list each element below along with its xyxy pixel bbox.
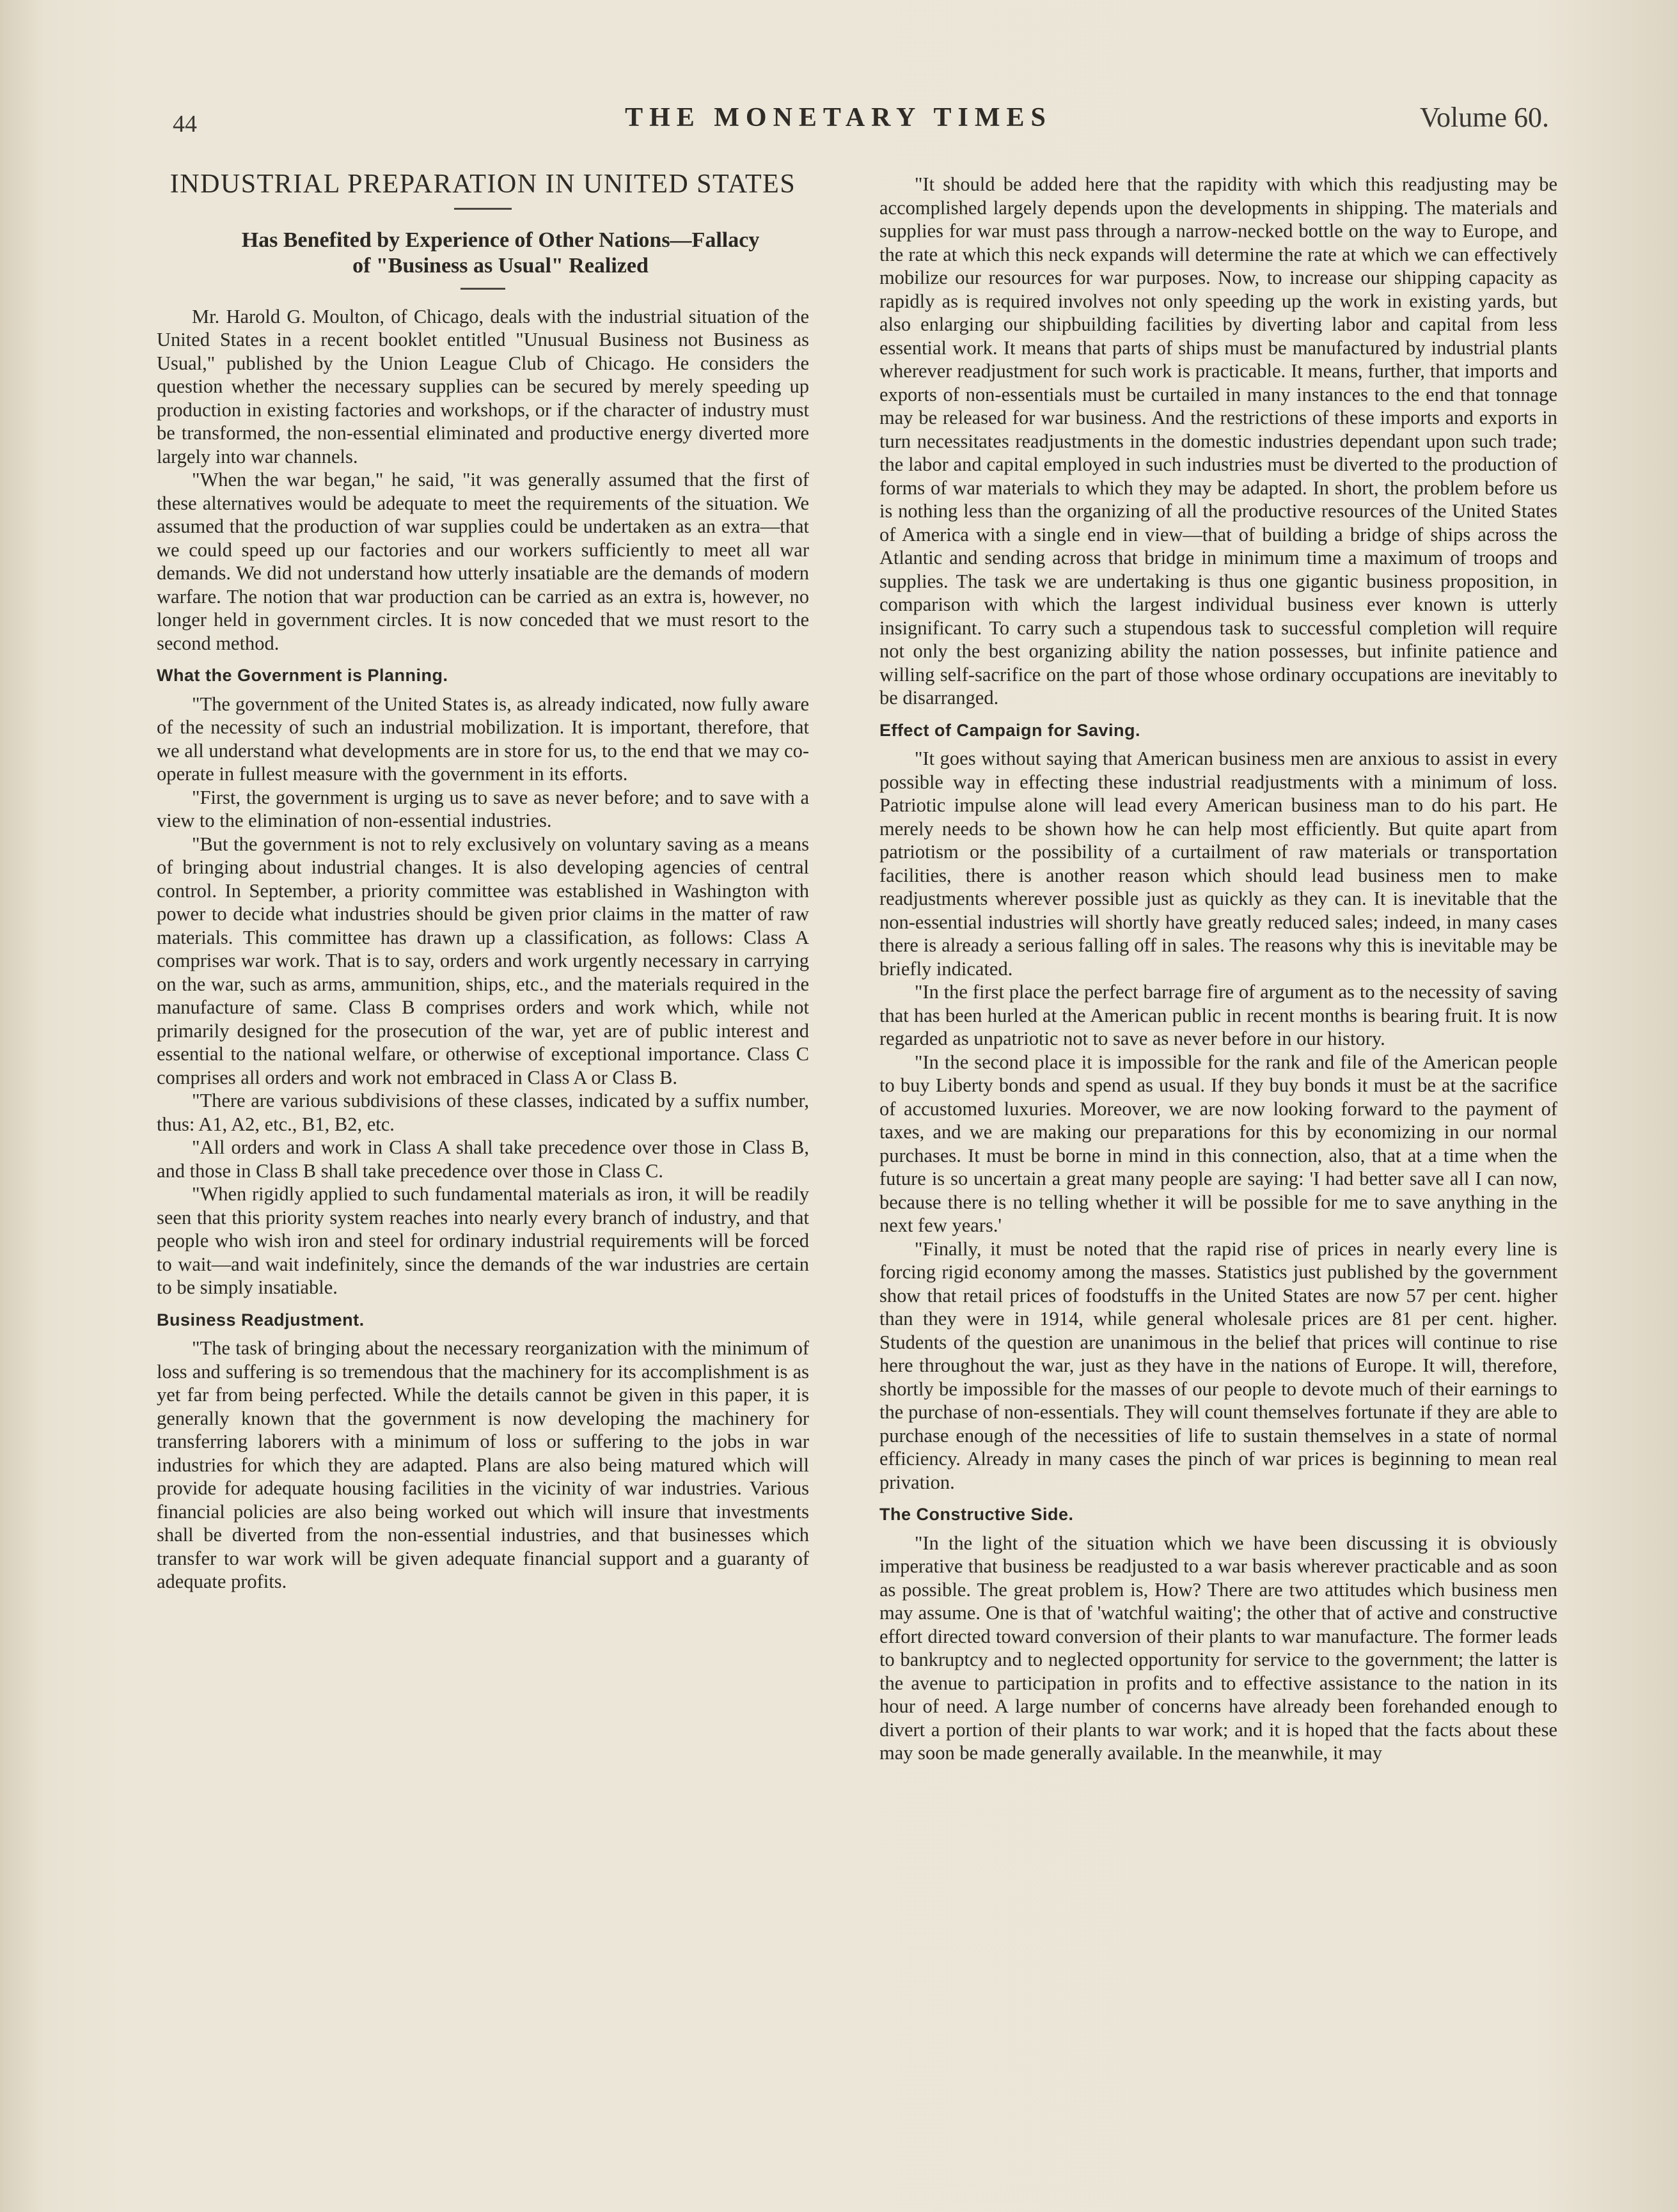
paragraph: "The task of bringing about the necessary reorganization with the minimum of loss and suffering is so tremendous that the machinery for its accomplishment is as yet far from being perfected. While the details cannot be given in this paper, it is generally known that the government is now developing the machinery for transferring laborers with a minimum of loss or suffering to the jobs in war industries for which they are adapted. Plans are also being matured which will provide for adequate housing facilities in the vicinity of war industries. Various financial policies are also being worked out which will insure that investments shall be diverted from the non-essential industries, and that businesses which transfer to war work will be given adequate financial support and a guaranty of adequate profits. (157, 1337, 809, 1592)
paragraph: "It should be added here that the rapidity with which this readjusting may be accomplished largely depends upon the developments in shipping. The materials and supplies for war must pass through a narrow-necked bottle on the way to Europe, and the rate at which this neck expands will determine the rate at which we can effectively mobilize our resources for war purposes. Now, to increase our shipping capacity as rapidly as is required involves not only speeding up the work in existing yards, but also enlarging our shipbuilding facilities by diverting labor and capital from less essential work. It means that parts of ships must be manufactured by industrial plants wherever readjustment for such work is practicable. It means, further, that imports and exports of non-essentials must be curtailed in many instances to the end that tonnage may be released for war business. And the restrictions of these imports and exports in turn necessitates readjustments in the domestic industries dependant upon such trade; the labor and capital employed in such industries must be diverted to the production of forms of war materials to which they may be adapted. In short, the problem before us is nothing less than the organizing of all the productive resources of the United States of America with a single end in view—that of building a bridge of ships across the Atlantic and sending across that bridge in minimum time a maximum of troops and supplies. The task we are undertaking is thus one gigantic business proposition, in comparison with which the largest individual business ever known is utterly insignificant. To carry such a stupendous task to successful completion will require not only the best organizing ability the nation possesses, but infinite patience and willing self-sacrifice on the part of those whose ordinary occupations are inevitably to be disarranged. (879, 173, 1557, 709)
article-title: INDUSTRIAL PREPARATION IN UNITED STATES (169, 169, 796, 199)
paragraph: Mr. Harold G. Moulton, of Chicago, deals with the industrial situation of the United States in a recent booklet entitled "Unusual Business not Business as Usual," published by the Union League Club of Chicago. He considers the question whether the necessary supplies can be secured by merely speeding up production in existing factories and workshops, or if the character of industry must be transformed, the non-essential eliminated and productive energy diverted more largely into war channels. (157, 305, 809, 467)
paragraph: "The government of the United States is, as already indicated, now fully aware of the necessity of such an industrial mobilization. It is important, therefore, that we all understand what developments are in store for us, to the end that we may co-operate in fullest measure with the government in its efforts. (157, 693, 809, 785)
paragraph: "In the light of the situation which we have been discussing it is obviously imperative that business be readjusted to a war basis wherever practicable and as soon as possible. The great problem is, How? There are two attitudes which business men may assume. One is that of 'watchful waiting'; the other that of active and constructive effort directed toward conversion of their plants to war manufacture. The former leads to bankruptcy and to neglected opportunity for service to the government; the latter is the avenue to participation in profits and to effective assistance to the nation in its hour of need. A large number of concerns have already been forehanded enough to divert a portion of their plants to war work; and it is hoped that the facts about these may soon be made generally available. In the meanwhile, it may (879, 1532, 1557, 1764)
paragraph: "But the government is not to rely exclusively on voluntary saving as a means of bringing about industrial changes. It is also developing agencies of central control. In September, a priority committee was established in Washington with power to decide what industries should be given prior claims in the matter of raw materials. This committee has drawn up a classification, as follows: Class A comprises war work. That is to say, orders and work urgently necessary in carrying on the war, such as arms, ammunition, ships, etc., and the materials required in the manufacture of same. Class B comprises orders and work which, while not primarily designed for the prosecution of the war, yet are of public interest and essential to the national welfare, or otherwise of exceptional importance. Class C comprises all orders and work not embraced in Class A or Class B. (157, 833, 809, 1088)
article-subtitle-line1: Has Benefited by Experience of Other Nations—Fallacy (241, 228, 760, 252)
page-number: 44 (173, 111, 197, 137)
section-heading: The Constructive Side. (879, 1505, 1074, 1524)
paragraph: "It goes without saying that American business men are anxious to assist in every possible way in effecting these industrial readjustments with a minimum of loss. Patriotic impulse alone will lead every American business man to do his part. He merely needs to be shown how he can help most efficiently. But quite apart from patriotism or the possibility of a curtailment of raw materials or transportation facilities, there is another reason which should lead business men to make readjustments wherever possible just as quickly as they can. It is inevitable that the non-essential industries will shortly have greatly reduced sales; indeed, in many cases there is already a serious falling off in sales. The reasons why this is inevitable may be briefly indicated. (879, 748, 1557, 980)
subtitle-rule (461, 288, 505, 290)
paragraph: "First, the government is urging us to save as never before; and to save with a view to the elimination of non-essential industries. (157, 786, 809, 831)
paragraph: "In the first place the perfect barrage fire of argument as to the necessity of saving that has been hurled at the American public in recent months is bearing fruit. It is now regarded as unpatriotic not to save as never before in our history. (879, 981, 1557, 1049)
paragraph: "When rigidly applied to such fundamental materials as iron, it will be readily seen that this priority system reaches into nearly every branch of industry, and that people who wish iron and steel for ordinary industrial requirements will be forced to wait—and wait indefinitely, since the demands of the war industries are certain to be simply insatiable. (157, 1183, 809, 1298)
section-heading: Business Readjustment. (157, 1310, 365, 1330)
title-rule (454, 208, 512, 210)
page-header (0, 96, 1677, 137)
right-column (879, 173, 1557, 1765)
left-column (157, 169, 809, 1594)
paragraph: "Finally, it must be noted that the rapid rise of prices in nearly every line is forcing rigid economy among the masses. Statistics just published by the government show that retail prices of foodstuffs in the United States are now 57 per cent. higher than they were in 1914, while general wholesale prices are 81 per cent. higher. Students of the question are unanimous in the belief that prices will continue to rise here throughout the war, just as they have in the nations of Europe. It will, therefore, shortly be impossible for the masses of our people to devote much of their earnings to the purchase of non-essentials. They will count themselves fortunate if they are able to purchase enough of the necessities of life to sustain themselves in a state of normal efficiency. Already in many cases the pinch of war prices is beginning to mean real privation. (879, 1237, 1557, 1493)
section-heading: Effect of Campaign for Saving. (879, 720, 1141, 740)
section-heading: What the Government is Planning. (157, 666, 448, 685)
paragraph: "In the second place it is impossible for the rank and file of the American people to buy Liberty bonds and spend as usual. If they buy bonds it must be at the sacrifice of accustomed luxuries. Moreover, we are now looking forward to the payment of taxes, and we are making our preparations for this by economizing in our normal purchases. It must be borne in mind in this connection, also, that at a time when the future is so uncertain a great many people are saying: 'I had better save all I can now, because there is no telling whether it will be possible for me to save anything in the next few years.' (879, 1051, 1557, 1236)
paragraph: "When the war began," he said, "it was generally assumed that the first of these alternatives would be adequate to meet the requirements of the situation. We assumed that the production of war supplies could be undertaken as an extra—that we could speed up our factories and our workers sufficiently to meet all war demands. We did not understand how utterly insatiable are the demands of modern warfare. The notion that war production can be carried as an extra is, however, no longer held in government circles. It is now conceded that we must resort to the second method. (157, 469, 809, 654)
article-subtitle-line2: of "Business as Usual" Realized (352, 253, 649, 278)
journal-title: THE MONETARY TIMES (625, 103, 1052, 132)
volume-label: Volume 60. (1419, 102, 1549, 133)
paragraph: "All orders and work in Class A shall take precedence over those in Class B, and those in Class B shall take precedence over those in Class C. (157, 1136, 809, 1182)
paragraph: "There are various subdivisions of these classes, indicated by a suffix number, thus: A1, A2, etc., B1, B2, etc. (157, 1090, 809, 1135)
